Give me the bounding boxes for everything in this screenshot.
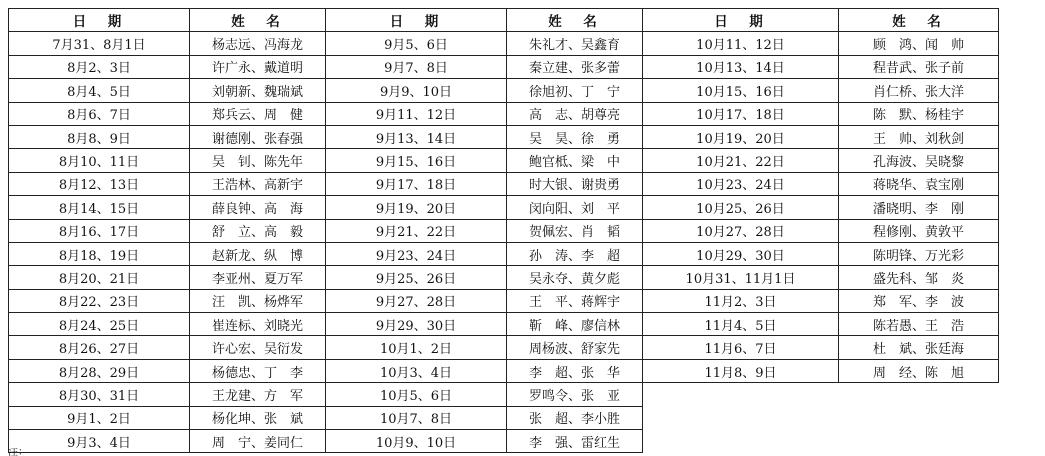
table-row: [9, 313, 999, 336]
duty-date: 10月31、11月1日: [643, 266, 839, 289]
duty-date: 8月4、5日: [9, 79, 190, 102]
duty-names: 孙 涛、李 超: [507, 242, 643, 265]
duty-date: 10月7、8日: [326, 406, 507, 429]
duty-date: 9月11、12日: [326, 102, 507, 125]
footnote: 注：: [8, 448, 28, 456]
duty-date: 10月9、10日: [326, 430, 507, 453]
duty-names: 吴 钊、陈先年: [190, 149, 326, 172]
duty-names: 王 平、蒋辉宇: [507, 289, 643, 312]
duty-date: 10月11、12日: [643, 32, 839, 55]
duty-names: 李 强、雷红生: [507, 430, 643, 453]
duty-date: 11月6、7日: [643, 336, 839, 359]
table-row: [9, 336, 999, 359]
table-row: [9, 149, 999, 172]
duty-date: 8月18、19日: [9, 242, 190, 265]
duty-names: 吴永夺、黄夕彪: [507, 266, 643, 289]
duty-names: 王 帅、刘秋剑: [839, 125, 999, 148]
duty-date: 9月19、20日: [326, 196, 507, 219]
duty-date: 9月21、22日: [326, 219, 507, 242]
duty-names: 周 宁、姜同仁: [190, 430, 326, 453]
table-row: [9, 125, 999, 148]
duty-date: 8月20、21日: [9, 266, 190, 289]
duty-date: 9月27、28日: [326, 289, 507, 312]
table-row: [9, 55, 999, 78]
name-header: 姓 名: [507, 9, 643, 32]
table-row: [9, 79, 999, 102]
duty-date: 8月24、25日: [9, 313, 190, 336]
table-row: [9, 289, 999, 312]
duty-names: 程昔武、张子前: [839, 55, 999, 78]
duty-date: 7月31、8月1日: [9, 32, 190, 55]
duty-date: 10月23、24日: [643, 172, 839, 195]
duty-date: 8月8、9日: [9, 125, 190, 148]
duty-names: 盛先科、邹 炎: [839, 266, 999, 289]
duty-names: 陈 默、杨桂宇: [839, 102, 999, 125]
duty-names: 王浩林、高新宇: [190, 172, 326, 195]
duty-names: 李亚州、夏万军: [190, 266, 326, 289]
duty-names: 李 超、张 华: [507, 359, 643, 382]
duty-schedule: [8, 8, 999, 453]
duty-date: 10月3、4日: [326, 359, 507, 382]
duty-names: 崔连标、刘晓光: [190, 313, 326, 336]
duty-date: 8月30、31日: [9, 383, 190, 406]
duty-names: 张 超、李小胜: [507, 406, 643, 429]
duty-names: 刘朝新、魏瑞斌: [190, 79, 326, 102]
duty-names: 郑兵云、周 健: [190, 102, 326, 125]
table-row: [9, 406, 999, 429]
duty-date: 9月23、24日: [326, 242, 507, 265]
table-row: [9, 32, 999, 55]
table-row: [9, 242, 999, 265]
duty-date: 11月2、3日: [643, 289, 839, 312]
duty-date: 8月12、13日: [9, 172, 190, 195]
duty-names: 汪 凯、杨烨军: [190, 289, 326, 312]
duty-names: 周杨波、舒家先: [507, 336, 643, 359]
date-header: 日 期: [326, 9, 507, 32]
duty-table: [8, 8, 999, 453]
duty-date: 10月13、14日: [643, 55, 839, 78]
duty-names: 许心宏、吴衍发: [190, 336, 326, 359]
duty-names: 潘晓明、李 刚: [839, 196, 999, 219]
table-row: [9, 430, 999, 453]
empty-cell: [643, 430, 839, 453]
table-row: [9, 172, 999, 195]
empty-cell: [839, 406, 999, 429]
empty-cell: [643, 383, 839, 406]
duty-date: 9月5、6日: [326, 32, 507, 55]
duty-date: 9月3、4日: [9, 430, 190, 453]
duty-names: 时大银、谢贵勇: [507, 172, 643, 195]
empty-cell: [839, 430, 999, 453]
duty-names: 杨德忠、丁 李: [190, 359, 326, 382]
duty-date: 11月8、9日: [643, 359, 839, 382]
duty-names: 郑 军、李 波: [839, 289, 999, 312]
duty-names: 蒋晓华、袁宝刚: [839, 172, 999, 195]
duty-names: 杜 斌、张廷海: [839, 336, 999, 359]
duty-names: 陈若愚、王 浩: [839, 313, 999, 336]
duty-date: 8月14、15日: [9, 196, 190, 219]
duty-names: 闵向阳、刘 平: [507, 196, 643, 219]
duty-date: 10月17、18日: [643, 102, 839, 125]
duty-date: 9月15、16日: [326, 149, 507, 172]
duty-names: 周 经、陈 旭: [839, 359, 999, 382]
duty-names: 薛良钟、高 海: [190, 196, 326, 219]
duty-date: 8月26、27日: [9, 336, 190, 359]
duty-date: 10月1、2日: [326, 336, 507, 359]
duty-date: 8月16、17日: [9, 219, 190, 242]
duty-names: 徐旭初、丁 宁: [507, 79, 643, 102]
duty-names: 靳 峰、廖信林: [507, 313, 643, 336]
duty-names: 孔海波、吴晓黎: [839, 149, 999, 172]
duty-date: 9月7、8日: [326, 55, 507, 78]
duty-names: 鲍官柢、梁 中: [507, 149, 643, 172]
empty-cell: [643, 406, 839, 429]
duty-names: 秦立建、张多蕾: [507, 55, 643, 78]
duty-date: 8月2、3日: [9, 55, 190, 78]
date-header: 日 期: [643, 9, 839, 32]
duty-date: 10月21、22日: [643, 149, 839, 172]
duty-names: 罗鸣令、张 亚: [507, 383, 643, 406]
duty-date: 9月25、26日: [326, 266, 507, 289]
duty-date: 10月19、20日: [643, 125, 839, 148]
duty-date: 9月13、14日: [326, 125, 507, 148]
duty-names: 王龙建、方 军: [190, 383, 326, 406]
duty-date: 11月4、5日: [643, 313, 839, 336]
duty-date: 9月17、18日: [326, 172, 507, 195]
duty-names: 谢德刚、张春强: [190, 125, 326, 148]
duty-names: 肖仁桥、张大洋: [839, 79, 999, 102]
table-row: [9, 383, 999, 406]
duty-date: 9月9、10日: [326, 79, 507, 102]
duty-names: 贺佩宏、肖 韬: [507, 219, 643, 242]
duty-names: 陈明锋、万光彩: [839, 242, 999, 265]
table-row: [9, 219, 999, 242]
duty-date: 8月22、23日: [9, 289, 190, 312]
duty-date: 9月1、2日: [9, 406, 190, 429]
duty-names: 赵新龙、纵 博: [190, 242, 326, 265]
empty-cell: [839, 383, 999, 406]
name-header: 姓 名: [190, 9, 326, 32]
duty-names: 杨化坤、张 斌: [190, 406, 326, 429]
duty-names: 高 志、胡尊亮: [507, 102, 643, 125]
duty-date: 10月15、16日: [643, 79, 839, 102]
duty-names: 朱礼才、吴鑫育: [507, 32, 643, 55]
duty-date: 8月10、11日: [9, 149, 190, 172]
table-row: [9, 359, 999, 382]
date-header: 日 期: [9, 9, 190, 32]
duty-date: 8月28、29日: [9, 359, 190, 382]
table-row: [9, 196, 999, 219]
duty-date: 10月25、26日: [643, 196, 839, 219]
table-row: [9, 102, 999, 125]
duty-names: 程修刚、黄敦平: [839, 219, 999, 242]
duty-names: 舒 立、高 毅: [190, 219, 326, 242]
duty-names: 吴 昊、徐 勇: [507, 125, 643, 148]
duty-date: 10月27、28日: [643, 219, 839, 242]
duty-date: 8月6、7日: [9, 102, 190, 125]
duty-date: 10月5、6日: [326, 383, 507, 406]
duty-names: 许广永、戴道明: [190, 55, 326, 78]
duty-names: 杨志远、冯海龙: [190, 32, 326, 55]
table-row: [9, 266, 999, 289]
duty-date: 10月29、30日: [643, 242, 839, 265]
name-header: 姓 名: [839, 9, 999, 32]
duty-date: 9月29、30日: [326, 313, 507, 336]
duty-names: 顾 鸿、闻 帅: [839, 32, 999, 55]
header-row: [9, 9, 999, 32]
